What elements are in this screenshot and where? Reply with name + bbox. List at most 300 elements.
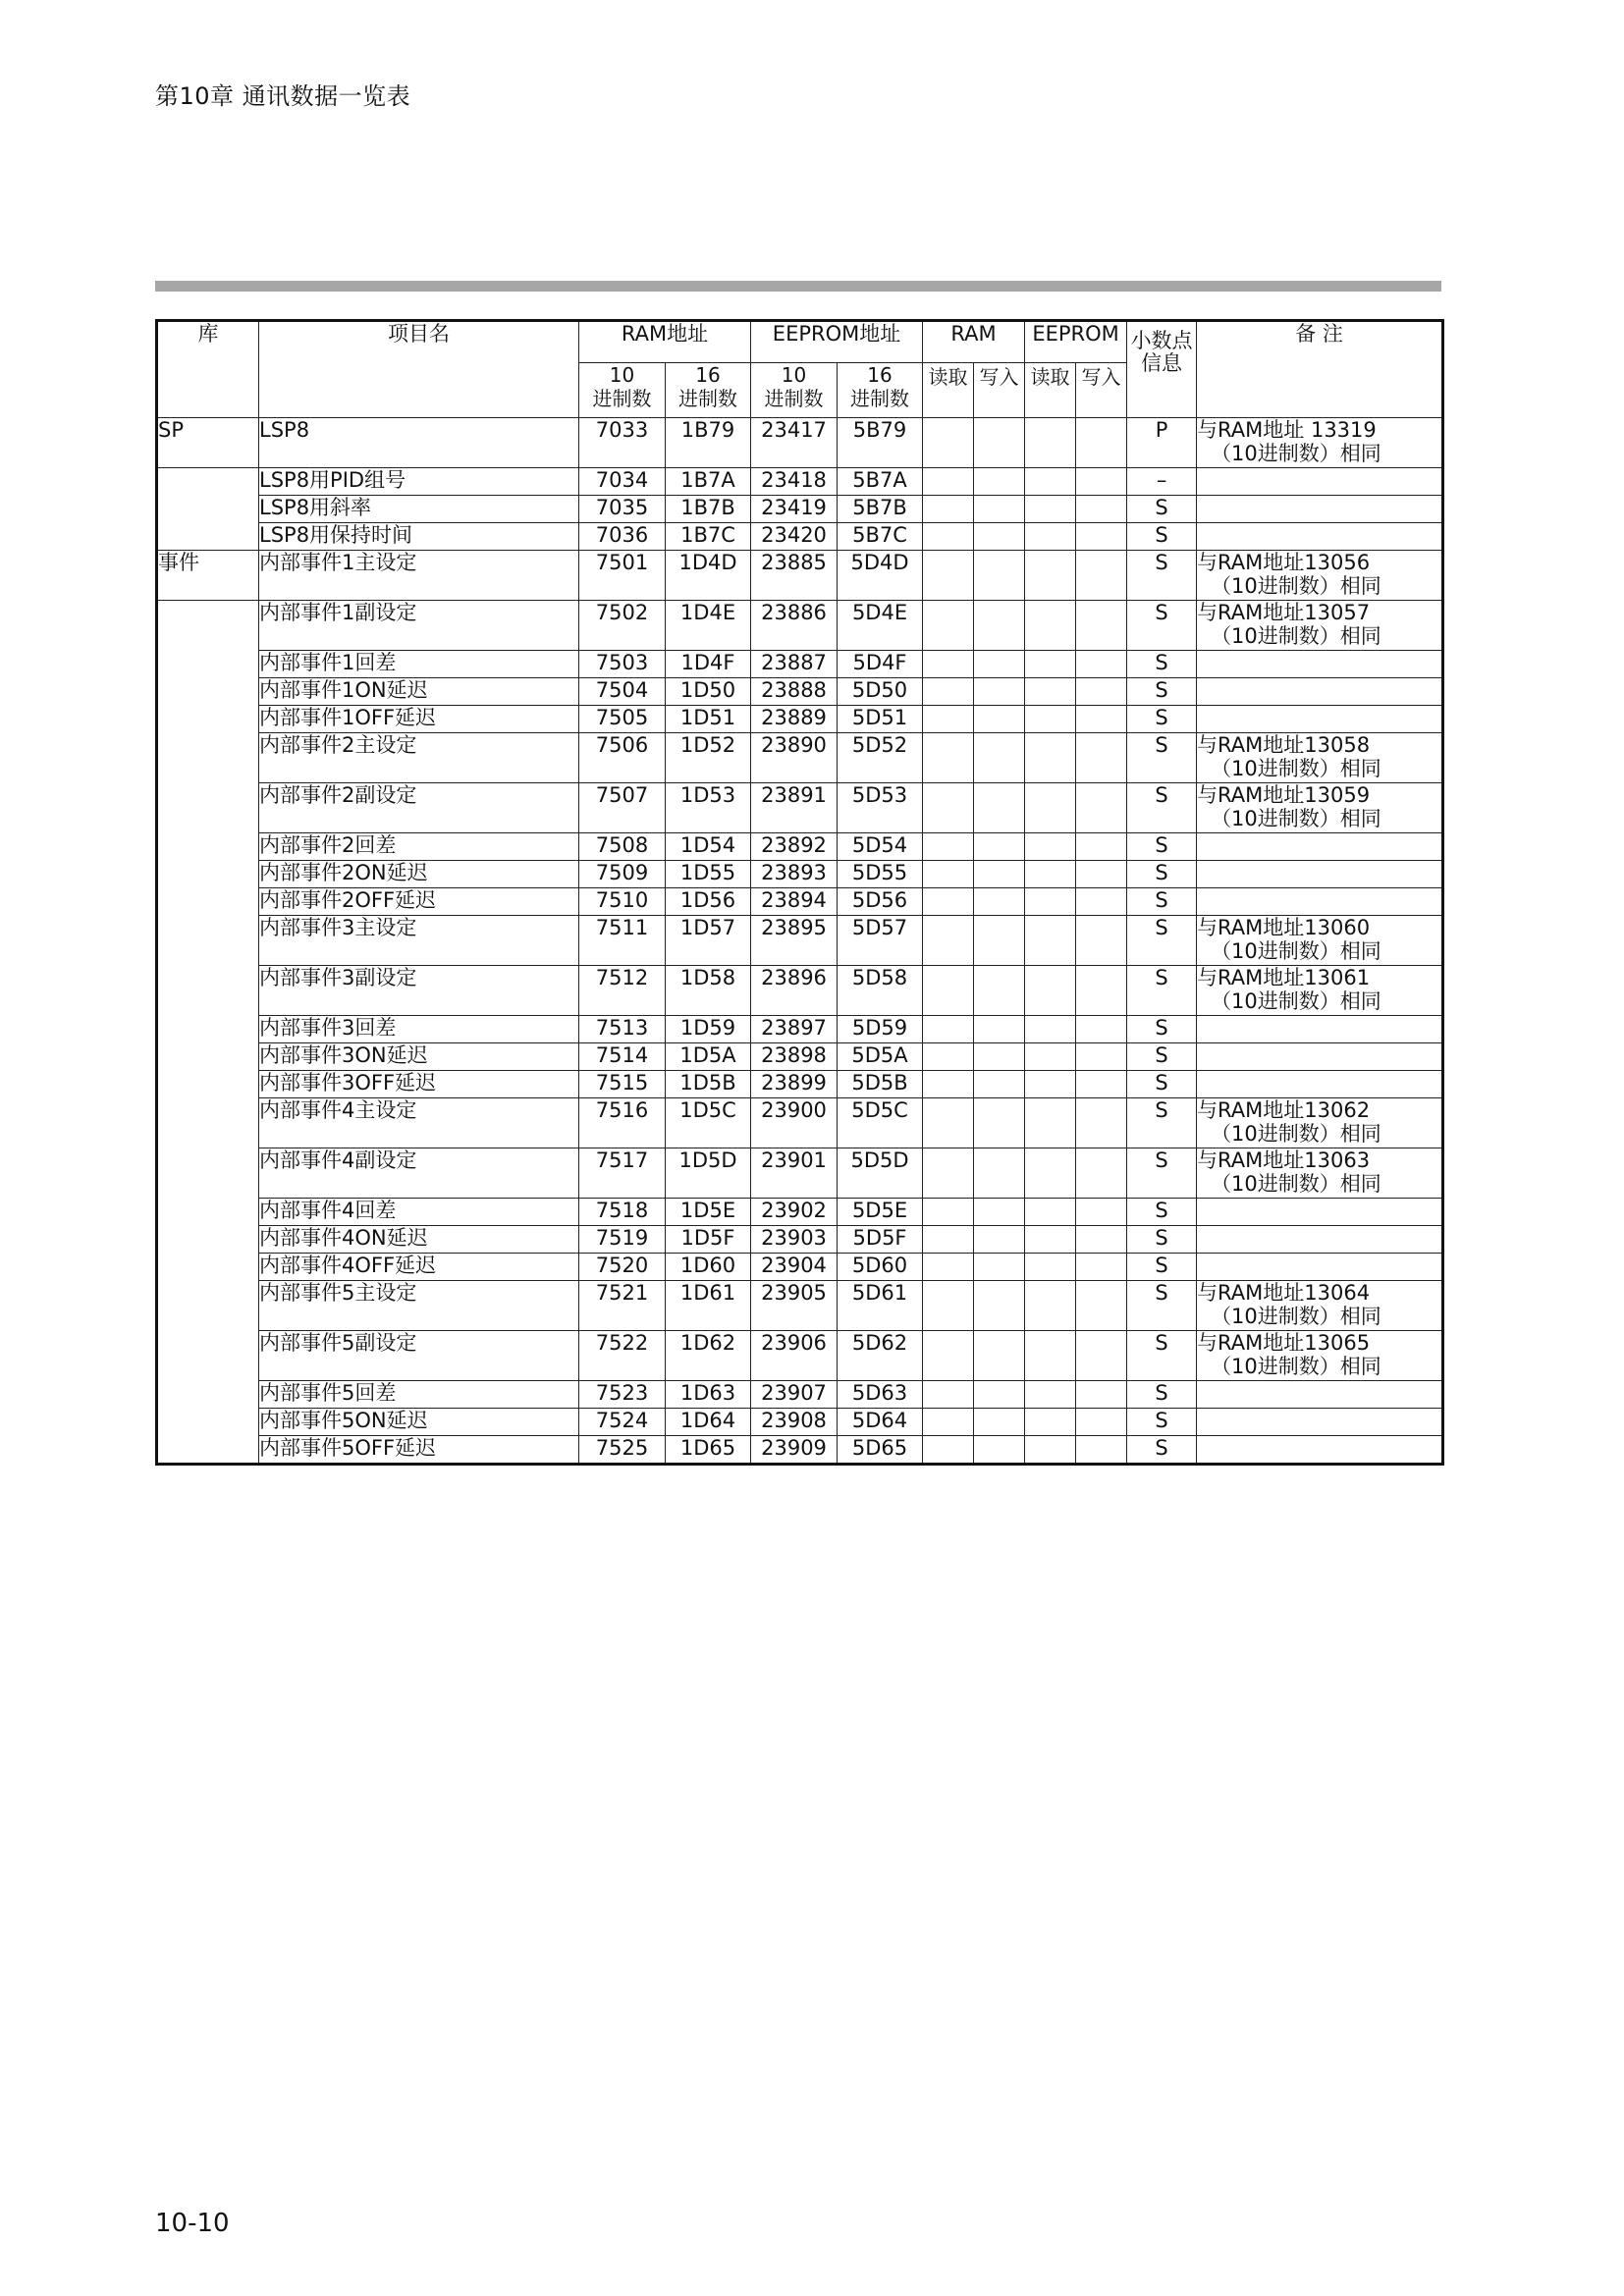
ram-hex-cell: 1D54	[666, 833, 751, 861]
library-cell	[157, 1226, 259, 1254]
ram-dec-cell: 7510	[579, 888, 666, 916]
comm-data-table	[155, 319, 1444, 1466]
ram-write-cell	[974, 783, 1025, 833]
ram-hex-cell: 1D5C	[666, 1098, 751, 1148]
eeprom-write-cell	[1076, 733, 1127, 783]
item-name-cell: 内部事件3副设定	[259, 966, 579, 1016]
eeprom-dec-cell: 23908	[751, 1409, 838, 1436]
eeprom-dec-cell: 23901	[751, 1148, 838, 1199]
ram-dec-cell: 7521	[579, 1281, 666, 1331]
eeprom-read-cell	[1025, 601, 1076, 651]
header-remarks: 备 注	[1197, 321, 1443, 418]
table-row	[157, 1071, 1443, 1098]
eeprom-read-cell	[1025, 1199, 1076, 1226]
ram-read-cell	[923, 551, 974, 601]
table-row	[157, 1043, 1443, 1071]
ram-hex-cell: 1D55	[666, 861, 751, 888]
ram-read-cell	[923, 733, 974, 783]
eeprom-hex-cell: 5D52	[838, 733, 923, 783]
decimal-info-cell: S	[1127, 1381, 1197, 1409]
item-name-cell: 内部事件3主设定	[259, 916, 579, 966]
eeprom-read-cell	[1025, 1148, 1076, 1199]
ram-write-cell	[974, 1254, 1025, 1281]
ram-hex-cell: 1D4E	[666, 601, 751, 651]
eeprom-read-cell	[1025, 1098, 1076, 1148]
eeprom-dec-cell: 23890	[751, 733, 838, 783]
library-cell	[157, 1071, 259, 1098]
ram-dec-cell: 7509	[579, 861, 666, 888]
decimal-info-cell: S	[1127, 1199, 1197, 1226]
header-rule	[155, 281, 1441, 292]
eeprom-read-cell	[1025, 496, 1076, 523]
decimal-info-cell: S	[1127, 733, 1197, 783]
library-cell	[157, 1098, 259, 1148]
ram-write-cell	[974, 496, 1025, 523]
library-cell	[157, 678, 259, 706]
item-name-cell: 内部事件1回差	[259, 651, 579, 678]
decimal-info-cell: S	[1127, 496, 1197, 523]
table-row	[157, 783, 1443, 833]
header-item-name: 项目名	[259, 321, 579, 418]
library-cell	[157, 888, 259, 916]
ram-write-cell	[974, 418, 1025, 468]
item-name-cell: 内部事件4回差	[259, 1199, 579, 1226]
item-name-cell: 内部事件5OFF延迟	[259, 1436, 579, 1465]
item-name-cell: 内部事件4OFF延迟	[259, 1254, 579, 1281]
decimal-info-cell: S	[1127, 916, 1197, 966]
remarks-cell	[1197, 523, 1443, 551]
eeprom-read-cell	[1025, 1331, 1076, 1381]
ram-write-cell	[974, 733, 1025, 783]
eeprom-dec-cell: 23896	[751, 966, 838, 1016]
eeprom-write-cell	[1076, 966, 1127, 1016]
table-row	[157, 966, 1443, 1016]
ram-dec-cell: 7505	[579, 706, 666, 733]
eeprom-read-cell	[1025, 1436, 1076, 1465]
ram-dec-cell: 7525	[579, 1436, 666, 1465]
ram-write-cell	[974, 523, 1025, 551]
library-cell	[157, 861, 259, 888]
eeprom-read-cell	[1025, 966, 1076, 1016]
eeprom-write-cell	[1076, 1043, 1127, 1071]
eeprom-hex-cell: 5D60	[838, 1254, 923, 1281]
ram-write-cell	[974, 1098, 1025, 1148]
header-library: 库	[157, 321, 259, 418]
item-name-cell: 内部事件1ON延迟	[259, 678, 579, 706]
page-number: 10-10	[155, 2209, 230, 2238]
decimal-info-cell: S	[1127, 1409, 1197, 1436]
eeprom-hex-cell: 5D57	[838, 916, 923, 966]
eeprom-read-cell	[1025, 651, 1076, 678]
header-eeprom-address: EEPROM地址	[751, 321, 923, 363]
eeprom-write-cell	[1076, 861, 1127, 888]
ram-write-cell	[974, 1381, 1025, 1409]
decimal-info-cell: S	[1127, 861, 1197, 888]
remarks-line-1: 与RAM地址13060	[1197, 916, 1371, 939]
eeprom-write-cell	[1076, 418, 1127, 468]
ram-hex-cell: 1D5E	[666, 1199, 751, 1226]
eeprom-read-cell	[1025, 706, 1076, 733]
decimal-info-cell: S	[1127, 1043, 1197, 1071]
ram-read-cell	[923, 468, 974, 496]
ram-write-cell	[974, 1409, 1025, 1436]
decimal-info-cell: S	[1127, 678, 1197, 706]
library-cell: SP	[157, 418, 259, 468]
remarks-line-1: 与RAM地址13061	[1197, 966, 1371, 989]
remarks-cell	[1197, 733, 1443, 783]
ram-hex-cell: 1D58	[666, 966, 751, 1016]
eeprom-hex-cell: 5B7C	[838, 523, 923, 551]
decimal-info-cell: S	[1127, 1254, 1197, 1281]
ram-read-cell	[923, 1016, 974, 1043]
table-row	[157, 601, 1443, 651]
eeprom-dec-cell: 23907	[751, 1381, 838, 1409]
ram-write-cell	[974, 833, 1025, 861]
decimal-info-cell: S	[1127, 1071, 1197, 1098]
header-eeprom-write: 写入	[1076, 363, 1127, 418]
item-name-cell: 内部事件3OFF延迟	[259, 1071, 579, 1098]
ram-read-cell	[923, 783, 974, 833]
eeprom-write-cell	[1076, 783, 1127, 833]
eeprom-dec-cell: 23893	[751, 861, 838, 888]
eeprom-read-cell	[1025, 418, 1076, 468]
ram-dec-cell: 7522	[579, 1331, 666, 1381]
eeprom-dec-cell: 23417	[751, 418, 838, 468]
item-name-cell: 内部事件5主设定	[259, 1281, 579, 1331]
ram-write-cell	[974, 916, 1025, 966]
ram-read-cell	[923, 861, 974, 888]
remarks-cell	[1197, 1098, 1443, 1148]
eeprom-read-cell	[1025, 1281, 1076, 1331]
ram-write-cell	[974, 861, 1025, 888]
remarks-line-2: （10进制数）相同	[1211, 1122, 1381, 1146]
ram-read-cell	[923, 523, 974, 551]
remarks-line-2: （10进制数）相同	[1211, 757, 1381, 780]
table-row	[157, 706, 1443, 733]
ram-read-cell	[923, 1098, 974, 1148]
ram-write-cell	[974, 651, 1025, 678]
eeprom-hex-cell: 5D50	[838, 678, 923, 706]
ram-read-cell	[923, 966, 974, 1016]
ram-dec-cell: 7036	[579, 523, 666, 551]
eeprom-hex-cell: 5D53	[838, 783, 923, 833]
ram-dec-cell: 7520	[579, 1254, 666, 1281]
header-ram-address: RAM地址	[579, 321, 751, 363]
ram-hex-cell: 1D60	[666, 1254, 751, 1281]
table-row	[157, 1409, 1443, 1436]
ram-hex-cell: 1D5F	[666, 1226, 751, 1254]
decimal-info-cell: S	[1127, 1098, 1197, 1148]
remarks-line-1: 与RAM地址 13319	[1197, 418, 1377, 442]
table-row	[157, 418, 1443, 468]
table-row	[157, 678, 1443, 706]
table-row	[157, 1199, 1443, 1226]
eeprom-dec-cell: 23906	[751, 1331, 838, 1381]
ram-read-cell	[923, 601, 974, 651]
eeprom-dec-cell: 23892	[751, 833, 838, 861]
table-row	[157, 1226, 1443, 1254]
eeprom-hex-cell: 5D56	[838, 888, 923, 916]
ram-read-cell	[923, 1409, 974, 1436]
ram-write-cell	[974, 1331, 1025, 1381]
eeprom-read-cell	[1025, 861, 1076, 888]
eeprom-write-cell	[1076, 1436, 1127, 1465]
eeprom-read-cell	[1025, 1071, 1076, 1098]
library-cell	[157, 496, 259, 523]
library-cell	[157, 601, 259, 651]
eeprom-hex-cell: 5D64	[838, 1409, 923, 1436]
item-name-cell: 内部事件1主设定	[259, 551, 579, 601]
ram-write-cell	[974, 678, 1025, 706]
eeprom-read-cell	[1025, 733, 1076, 783]
eeprom-hex-cell: 5D54	[838, 833, 923, 861]
ram-dec-top: 10	[609, 363, 635, 387]
ram-hex-cell: 1D4F	[666, 651, 751, 678]
item-name-cell: LSP8	[259, 418, 579, 468]
decimal-info-cell: S	[1127, 1226, 1197, 1254]
ram-hex-cell: 1D57	[666, 916, 751, 966]
remarks-line-2: （10进制数）相同	[1211, 624, 1381, 648]
header-ee-hex	[838, 363, 923, 418]
eeprom-dec-cell: 23894	[751, 888, 838, 916]
decimal-info-cell: S	[1127, 1016, 1197, 1043]
table-row	[157, 651, 1443, 678]
table-row	[157, 1016, 1443, 1043]
item-name-cell: 内部事件2OFF延迟	[259, 888, 579, 916]
decimal-info-cell: S	[1127, 1281, 1197, 1331]
library-cell	[157, 1148, 259, 1199]
eeprom-write-cell	[1076, 706, 1127, 733]
remarks-cell	[1197, 1016, 1443, 1043]
eeprom-hex-cell: 5D59	[838, 1016, 923, 1043]
remarks-line-2: （10进制数）相同	[1211, 939, 1381, 963]
table-row	[157, 1331, 1443, 1381]
remarks-cell	[1197, 678, 1443, 706]
ram-dec-cell: 7517	[579, 1148, 666, 1199]
remarks-line-1: 与RAM地址13065	[1197, 1331, 1371, 1355]
ram-dec-cell: 7501	[579, 551, 666, 601]
ram-dec-cell: 7511	[579, 916, 666, 966]
ram-write-cell	[974, 1043, 1025, 1071]
ram-write-cell	[974, 888, 1025, 916]
item-name-cell: 内部事件5副设定	[259, 1331, 579, 1381]
ram-write-cell	[974, 1199, 1025, 1226]
eeprom-hex-cell: 5D5C	[838, 1098, 923, 1148]
item-name-cell: 内部事件2ON延迟	[259, 861, 579, 888]
remarks-cell	[1197, 833, 1443, 861]
ram-dec-bottom: 进制数	[592, 387, 652, 410]
eeprom-dec-cell: 23897	[751, 1016, 838, 1043]
remarks-line-2: （10进制数）相同	[1211, 1355, 1381, 1378]
decimal-info-cell: S	[1127, 1436, 1197, 1465]
item-name-cell: 内部事件2副设定	[259, 783, 579, 833]
eeprom-write-cell	[1076, 1016, 1127, 1043]
remarks-cell	[1197, 966, 1443, 1016]
decimal-info-cell: S	[1127, 1148, 1197, 1199]
ram-dec-cell: 7034	[579, 468, 666, 496]
remarks-cell	[1197, 1226, 1443, 1254]
remarks-cell	[1197, 706, 1443, 733]
eeprom-read-cell	[1025, 1043, 1076, 1071]
library-cell	[157, 1381, 259, 1409]
eeprom-read-cell	[1025, 1254, 1076, 1281]
eeprom-read-cell	[1025, 1016, 1076, 1043]
table-row	[157, 733, 1443, 783]
eeprom-read-cell	[1025, 783, 1076, 833]
ram-write-cell	[974, 1226, 1025, 1254]
ram-hex-cell: 1D53	[666, 783, 751, 833]
eeprom-dec-cell: 23909	[751, 1436, 838, 1465]
ee-dec-top: 10	[781, 363, 807, 387]
ram-read-cell	[923, 1331, 974, 1381]
ram-dec-cell: 7512	[579, 966, 666, 1016]
eeprom-write-cell	[1076, 916, 1127, 966]
remarks-line-2: （10进制数）相同	[1211, 442, 1381, 465]
ram-write-cell	[974, 1281, 1025, 1331]
ram-read-cell	[923, 678, 974, 706]
eeprom-dec-cell: 23888	[751, 678, 838, 706]
remarks-cell	[1197, 418, 1443, 468]
library-cell	[157, 833, 259, 861]
remarks-cell	[1197, 1199, 1443, 1226]
eeprom-write-cell	[1076, 1381, 1127, 1409]
table-row	[157, 523, 1443, 551]
eeprom-write-cell	[1076, 1409, 1127, 1436]
remarks-cell	[1197, 1409, 1443, 1436]
remarks-line-1: 与RAM地址13062	[1197, 1098, 1371, 1122]
ram-hex-cell: 1D50	[666, 678, 751, 706]
eeprom-write-cell	[1076, 601, 1127, 651]
eeprom-read-cell	[1025, 468, 1076, 496]
eeprom-read-cell	[1025, 1409, 1076, 1436]
table-row	[157, 1381, 1443, 1409]
remarks-line-1: 与RAM地址13064	[1197, 1281, 1371, 1305]
item-name-cell: 内部事件5回差	[259, 1381, 579, 1409]
ram-hex-cell: 1D51	[666, 706, 751, 733]
ram-read-cell	[923, 1043, 974, 1071]
eeprom-dec-cell: 23899	[751, 1071, 838, 1098]
ram-dec-cell: 7035	[579, 496, 666, 523]
remarks-line-2: （10进制数）相同	[1211, 1305, 1381, 1328]
table-row	[157, 1148, 1443, 1199]
eeprom-write-cell	[1076, 1148, 1127, 1199]
header-ram-dec	[579, 363, 666, 418]
library-cell	[157, 1281, 259, 1331]
item-name-cell: 内部事件4主设定	[259, 1098, 579, 1148]
ram-hex-cell: 1D5D	[666, 1148, 751, 1199]
ram-dec-cell: 7503	[579, 651, 666, 678]
item-name-cell: LSP8用保持时间	[259, 523, 579, 551]
ram-read-cell	[923, 916, 974, 966]
eeprom-dec-cell: 23886	[751, 601, 838, 651]
remarks-cell	[1197, 551, 1443, 601]
remarks-line-1: 与RAM地址13059	[1197, 783, 1371, 807]
table-row	[157, 1436, 1443, 1465]
ram-dec-cell: 7504	[579, 678, 666, 706]
eeprom-write-cell	[1076, 551, 1127, 601]
library-cell	[157, 1331, 259, 1381]
chapter-title: 第10章 通讯数据一览表	[155, 82, 411, 110]
remarks-cell	[1197, 1148, 1443, 1199]
ee-hex-top: 16	[867, 363, 893, 387]
ram-read-cell	[923, 888, 974, 916]
eeprom-hex-cell: 5B79	[838, 418, 923, 468]
remarks-line-1: 与RAM地址13058	[1197, 733, 1371, 757]
eeprom-hex-cell: 5D61	[838, 1281, 923, 1331]
library-cell	[157, 1409, 259, 1436]
table-body	[157, 418, 1443, 1465]
eeprom-hex-cell: 5D58	[838, 966, 923, 1016]
ram-read-cell	[923, 1254, 974, 1281]
table-row	[157, 1254, 1443, 1281]
ram-write-cell	[974, 551, 1025, 601]
header-row-1	[157, 321, 1443, 363]
eeprom-write-cell	[1076, 1331, 1127, 1381]
eeprom-write-cell	[1076, 833, 1127, 861]
ram-write-cell	[974, 706, 1025, 733]
eeprom-read-cell	[1025, 888, 1076, 916]
eeprom-hex-cell: 5D5F	[838, 1226, 923, 1254]
item-name-cell: LSP8用PID组号	[259, 468, 579, 496]
ee-dec-bottom: 进制数	[764, 387, 824, 410]
remarks-cell	[1197, 1281, 1443, 1331]
eeprom-hex-cell: 5D65	[838, 1436, 923, 1465]
ram-dec-cell: 7524	[579, 1409, 666, 1436]
ram-hex-cell: 1D64	[666, 1409, 751, 1436]
decimal-info-cell: S	[1127, 966, 1197, 1016]
ram-dec-cell: 7508	[579, 833, 666, 861]
eeprom-hex-cell: 5D5E	[838, 1199, 923, 1226]
ram-dec-cell: 7515	[579, 1071, 666, 1098]
table-row	[157, 1281, 1443, 1331]
ram-read-cell	[923, 496, 974, 523]
ram-dec-cell: 7516	[579, 1098, 666, 1148]
item-name-cell: 内部事件2主设定	[259, 733, 579, 783]
eeprom-dec-cell: 23891	[751, 783, 838, 833]
ram-dec-cell: 7507	[579, 783, 666, 833]
eeprom-hex-cell: 5D63	[838, 1381, 923, 1409]
eeprom-write-cell	[1076, 1098, 1127, 1148]
header-ram-read: 读取	[923, 363, 974, 418]
remarks-line-1: 与RAM地址13056	[1197, 551, 1371, 574]
remarks-line-2: （10进制数）相同	[1211, 574, 1381, 598]
ram-write-cell	[974, 468, 1025, 496]
ram-read-cell	[923, 418, 974, 468]
ram-dec-cell: 7514	[579, 1043, 666, 1071]
eeprom-dec-cell: 23889	[751, 706, 838, 733]
item-name-cell: 内部事件1副设定	[259, 601, 579, 651]
library-cell	[157, 1254, 259, 1281]
ram-hex-cell: 1D5B	[666, 1071, 751, 1098]
ram-hex-cell: 1D5A	[666, 1043, 751, 1071]
eeprom-dec-cell: 23900	[751, 1098, 838, 1148]
remarks-line-2: （10进制数）相同	[1211, 807, 1381, 830]
table-row	[157, 916, 1443, 966]
eeprom-hex-cell: 5D51	[838, 706, 923, 733]
eeprom-dec-cell: 23902	[751, 1199, 838, 1226]
remarks-line-1: 与RAM地址13063	[1197, 1148, 1371, 1172]
decimal-info-cell: S	[1127, 833, 1197, 861]
ram-read-cell	[923, 1226, 974, 1254]
ram-read-cell	[923, 1071, 974, 1098]
header-decimal-info: 小数点信息	[1127, 321, 1197, 418]
decimal-info-cell: S	[1127, 523, 1197, 551]
library-cell	[157, 706, 259, 733]
ram-hex-cell: 1B7C	[666, 523, 751, 551]
item-name-cell: 内部事件4ON延迟	[259, 1226, 579, 1254]
remarks-cell	[1197, 888, 1443, 916]
decimal-info-cell: S	[1127, 888, 1197, 916]
